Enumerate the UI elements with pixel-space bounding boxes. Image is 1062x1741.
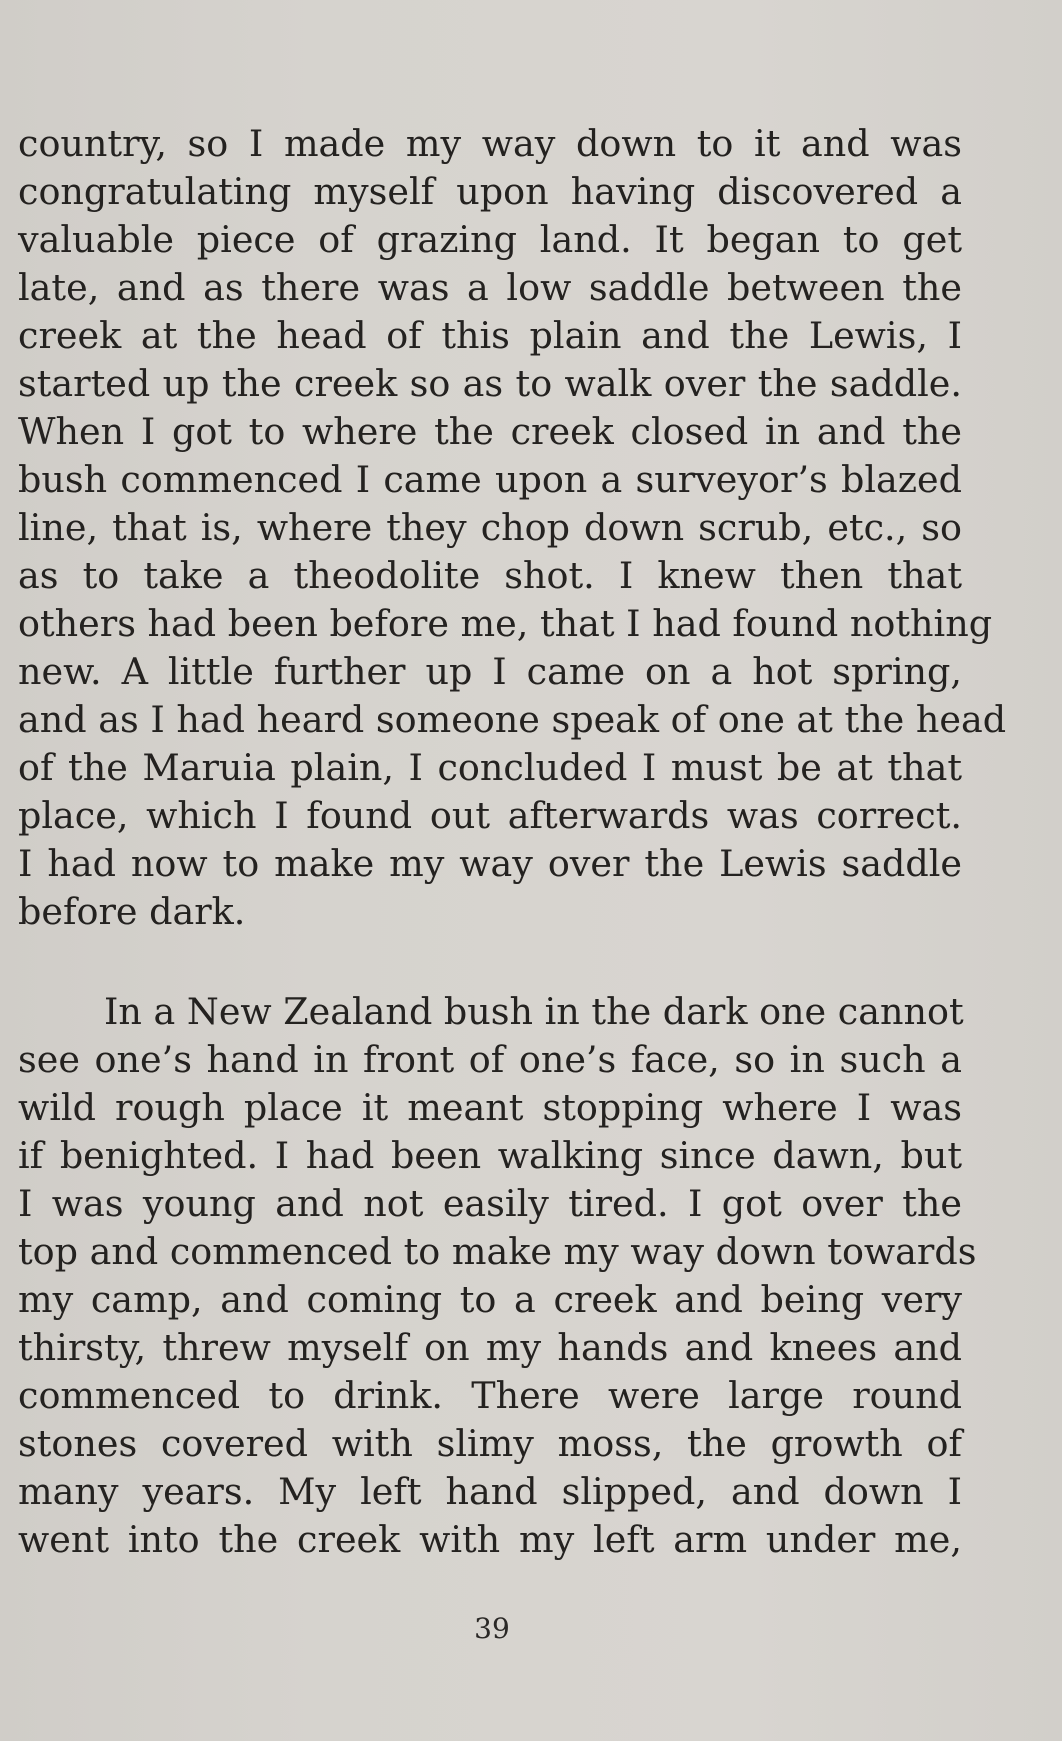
text-line: wild rough place it meant stopping where I was [18,1086,962,1129]
page-number: 39 [474,1612,510,1645]
text-line: commenced to drink. There were large round [18,1374,962,1417]
text-line: In a New Zealand bush in the dark one cannot [104,990,964,1033]
text-line: When I got to where the creek closed in and the [18,410,962,453]
text-line: valuable piece of grazing land. It began to get [18,218,962,261]
paragraph-2 [18,988,977,1564]
text-line: thirsty, threw myself on my hands and knees and [18,1326,962,1369]
text-line: many years. My left hand slipped, and down I [18,1470,962,1513]
text-line: place, which I found out afterwards was correct. [18,794,962,837]
text-line: if benighted. I had been walking since dawn, but [18,1134,962,1177]
text-line: late, and as there was a low saddle between the [18,266,962,309]
text-line: stones covered with slimy moss, the growth of [18,1422,962,1465]
text-line: see one’s hand in front of one’s face, so in such a [18,1038,962,1081]
text-line: of the Maruia plain, I concluded I must be at that [18,746,962,789]
text-line: bush commenced I came upon a surveyor’s blazed [18,458,962,501]
text-line: before dark. [18,890,246,933]
text-line: line, that is, where they chop down scrub, etc., so [18,506,962,549]
paragraph-1 [18,120,1007,936]
text-line: creek at the head of this plain and the Lewis, I [18,314,962,357]
text-line: I had now to make my way over the Lewis saddle [18,842,962,885]
text-line: and as I had heard someone speak of one at the head [18,698,1007,741]
text-line: as to take a theodolite shot. I knew then that [18,554,962,597]
text-line: new. A little further up I came on a hot spring, [18,650,962,693]
text-line: my camp, and coming to a creek and being very [18,1278,962,1321]
text-line: I was young and not easily tired. I got over the [18,1182,962,1225]
text-line: others had been before me, that I had found nothing [18,602,993,645]
text-line: congratulating myself upon having discovered a [18,170,962,213]
text-line: top and commenced to make my way down towards [18,1230,977,1273]
text-line: started up the creek so as to walk over the saddle. [18,362,962,405]
text-line: went into the creek with my left arm under me, [18,1518,962,1561]
text-line: country, so I made my way down to it and was [18,122,962,165]
